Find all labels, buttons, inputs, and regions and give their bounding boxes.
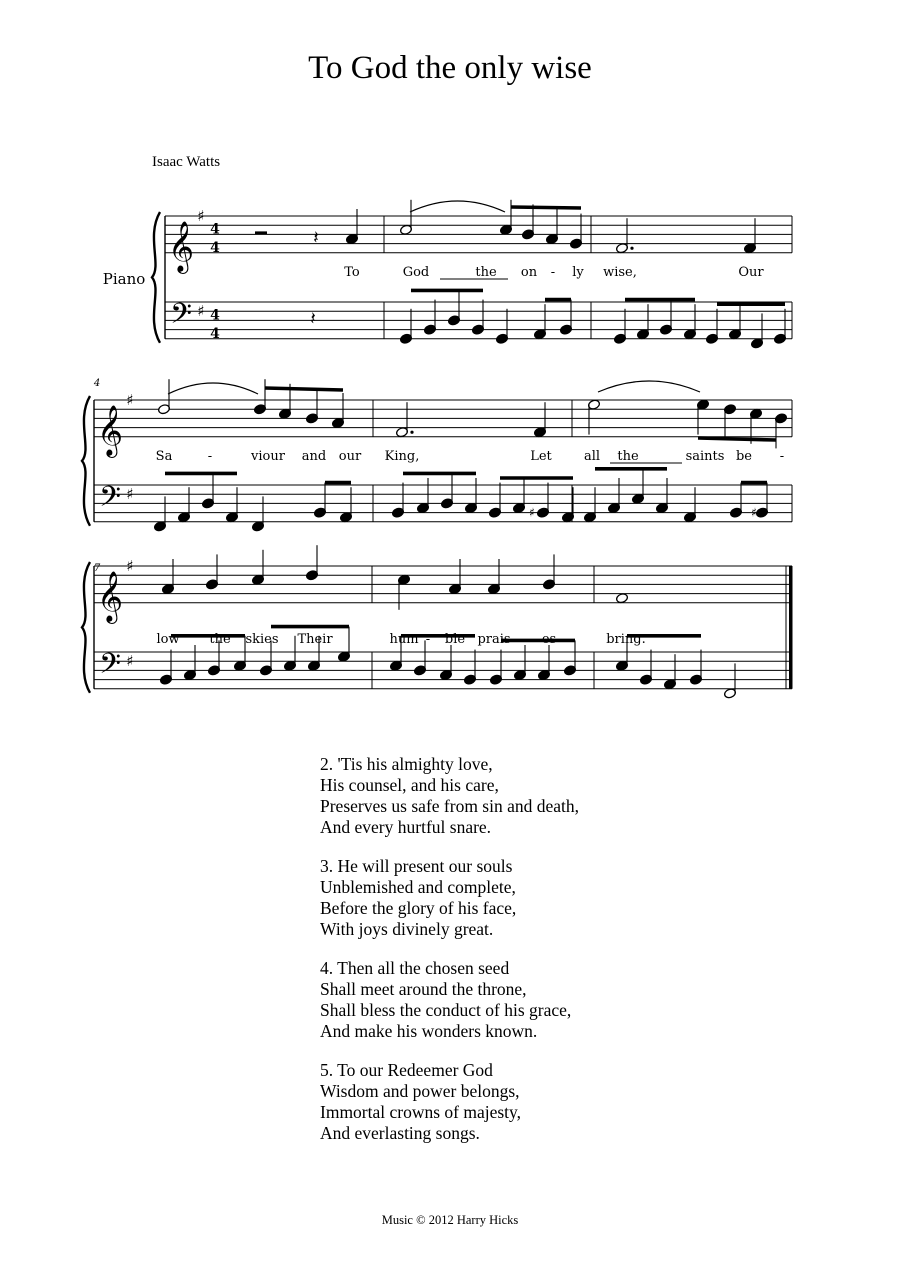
time-signature-denominator: 4 xyxy=(210,239,220,256)
lyric-syllable: wise, xyxy=(603,265,637,280)
final-thick-barline xyxy=(789,566,793,689)
treble-clef-icon: 𝄞 xyxy=(167,220,195,272)
lyric-syllable: Sa xyxy=(155,449,173,464)
lyric-syllable: God xyxy=(402,265,430,280)
page-title: To God the only wise xyxy=(308,50,592,86)
verse-line: Immortal crowns of majesty, xyxy=(320,1102,522,1122)
lyric-syllable: all xyxy=(583,449,601,464)
verse-2 xyxy=(320,754,740,838)
tie-slur xyxy=(168,383,258,394)
composer-credit: Isaac Watts xyxy=(152,154,221,170)
bass-clef-icon: 𝄢 xyxy=(170,297,192,338)
lyric-syllable: and xyxy=(301,449,327,464)
lyric-syllable: bring. xyxy=(606,632,646,647)
lyric-syllable: - xyxy=(550,265,556,280)
lyric-syllable: es xyxy=(541,632,557,647)
verse-line: And everlasting songs. xyxy=(320,1123,480,1143)
measure-number: 7 xyxy=(93,563,101,574)
time-signature-numerator: 4 xyxy=(210,307,220,324)
sharp-key-signature-icon: ♯ xyxy=(197,207,205,225)
verse-line: 2. 'Tis his almighty love, xyxy=(320,754,493,774)
verse-line: 3. He will present our souls xyxy=(320,856,513,876)
sharp-accidental-icon: ♯ xyxy=(529,505,535,520)
instrument-label: Piano xyxy=(102,270,146,288)
verses xyxy=(320,754,740,1162)
verse-4 xyxy=(320,958,740,1042)
treble-clef-icon: 𝄞 xyxy=(96,570,124,622)
verse-line: And make his wonders known. xyxy=(320,1021,538,1041)
bass-clef-icon: 𝄢 xyxy=(99,480,121,521)
sharp-key-signature-icon: ♯ xyxy=(126,391,134,409)
treble-clef-icon: 𝄞 xyxy=(96,404,124,456)
lyric-syllable: Our xyxy=(738,265,764,280)
copyright-footer: Music © 2012 Harry Hicks xyxy=(381,1213,519,1227)
lyric-syllable: our xyxy=(338,449,362,464)
beam xyxy=(698,438,776,440)
lyric-syllable: Their xyxy=(297,632,333,647)
lyric-syllable: prais xyxy=(477,632,511,647)
sharp-key-signature-icon: ♯ xyxy=(197,302,205,321)
lyric-syllable: the xyxy=(617,449,639,464)
verse-line: Preserves us safe from sin and death, xyxy=(320,796,580,816)
whole-rest-icon: 𝄽 xyxy=(310,308,316,330)
lyric-syllable: low xyxy=(156,632,180,647)
sharp-key-signature-icon: ♯ xyxy=(126,652,134,671)
time-signature-numerator: 4 xyxy=(210,221,220,238)
verse-line: Shall bless the conduct of his grace, xyxy=(320,1000,572,1020)
verse-line: Wisdom and power belongs, xyxy=(320,1081,520,1101)
lyric-syllable: viour xyxy=(251,449,285,464)
lyric-syllable: skies xyxy=(245,632,279,647)
time-signature-denominator: 4 xyxy=(210,325,220,342)
lyric-syllable: the xyxy=(209,632,231,647)
verse-line: Unblemished and complete, xyxy=(320,877,516,897)
tie-slur xyxy=(598,381,700,392)
verse-line: 5. To our Redeemer God xyxy=(320,1060,493,1080)
lyric-syllable: on xyxy=(520,265,538,280)
bass-clef-icon: 𝄢 xyxy=(99,647,121,688)
lyric-syllable: saints xyxy=(685,449,725,464)
lyric-syllable: - xyxy=(425,632,431,647)
verse-3 xyxy=(320,856,740,940)
sharp-key-signature-icon: ♯ xyxy=(126,557,134,575)
verse-5 xyxy=(320,1060,740,1144)
score-root xyxy=(82,200,793,699)
lyric-syllable: Let xyxy=(530,449,552,464)
lyric-syllable: hum xyxy=(389,632,419,647)
lyric-syllable: the xyxy=(475,265,497,280)
beam xyxy=(511,207,581,208)
dot xyxy=(630,247,633,250)
brace-icon xyxy=(82,562,90,693)
brace-icon xyxy=(82,396,90,526)
tie-slur xyxy=(410,201,505,212)
verse-line: Before the glory of his face, xyxy=(320,898,517,918)
verse-line: His counsel, and his care, xyxy=(320,775,499,795)
quarter-rest-icon: 𝄽 xyxy=(313,227,319,249)
verse-line: 4. Then all the chosen seed xyxy=(320,958,510,978)
lyric-syllable: - xyxy=(207,449,213,464)
sharp-key-signature-icon: ♯ xyxy=(126,485,134,504)
dot xyxy=(410,431,413,434)
lyric-syllable: - xyxy=(517,632,523,647)
lyric-syllable: King, xyxy=(384,449,420,464)
verse-line: And every hurtful snare. xyxy=(320,817,492,837)
verse-line: Shall meet around the throne, xyxy=(320,979,527,999)
lyric-syllable: ble xyxy=(444,632,466,647)
lyric-syllable: be xyxy=(735,449,753,464)
half-rest-icon xyxy=(255,231,267,234)
beam xyxy=(265,388,343,390)
lyric-syllable: - xyxy=(779,449,785,464)
verse-line: With joys divinely great. xyxy=(320,919,494,939)
whole-note-head xyxy=(615,593,628,604)
sharp-accidental-icon: ♯ xyxy=(751,505,757,520)
lyric-syllable: To xyxy=(344,265,360,280)
lyric-syllable: ly xyxy=(572,265,584,280)
brace-icon xyxy=(152,212,160,343)
measure-number: 4 xyxy=(93,378,101,389)
